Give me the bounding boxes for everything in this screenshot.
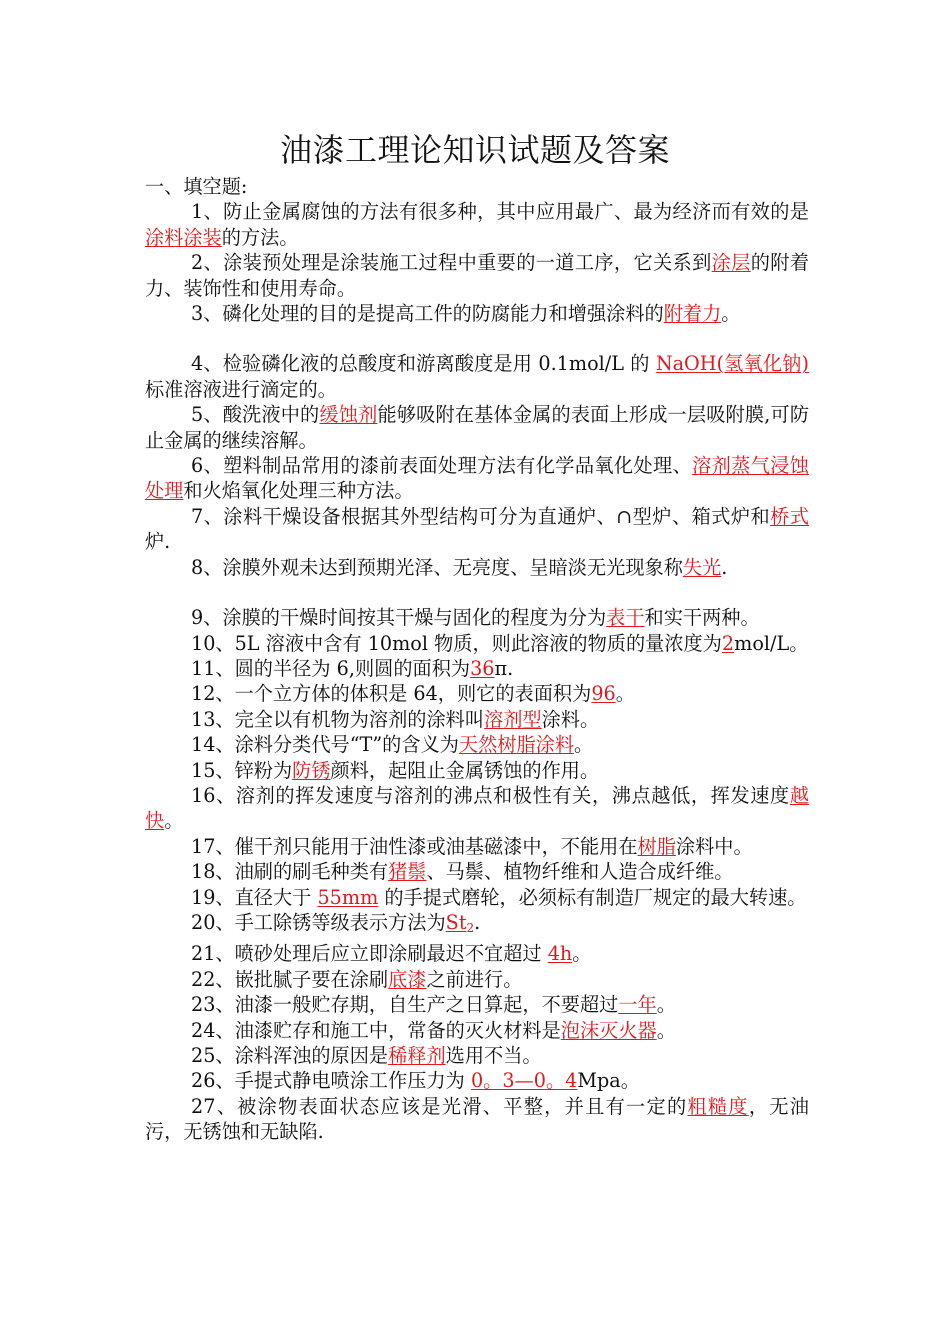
question-item [145, 631, 809, 656]
answer-text: 36 [470, 656, 495, 680]
question-text: . [721, 555, 728, 579]
question-text: 。 [721, 302, 741, 326]
question-text: 22、嵌批腻子要在涂刷 [191, 967, 389, 991]
question-list [145, 174, 809, 1145]
question-item [145, 1068, 809, 1093]
answer-text: NaOH(氢氧化钠) [655, 352, 809, 376]
answer-text: 粗糙度 [687, 1094, 749, 1118]
question-item [145, 1094, 809, 1145]
answer-text: 树脂 [637, 834, 676, 858]
question-text: 、马鬃、植物纤维和人造合成纤维。 [426, 860, 734, 884]
question-item [145, 351, 809, 402]
question-item [145, 301, 809, 326]
question-text: 21、喷砂处理后应立即涂刷最迟不宜超过 [191, 942, 548, 966]
answer-text: 猪鬃 [388, 860, 427, 884]
question-item [145, 1043, 809, 1068]
question-item [145, 758, 809, 783]
answer-text: 溶剂型 [484, 707, 542, 731]
question-text: 10、5L 溶液中含有 10mol 物质，则此溶液的物质的量浓度为 [191, 631, 722, 655]
answer-text: 涂料涂装 [145, 225, 222, 249]
question-text: 2、涂装预处理是涂装施工过程中重要的一道工序，它关系到 [191, 251, 712, 275]
question-text: 。 [656, 993, 676, 1017]
question-text: 能够吸附在基体金属的表面上形成一层吸附膜,可防止金属的继续溶解。 [145, 403, 810, 452]
question-item [145, 250, 809, 301]
answer-text: 缓蚀剂 [319, 403, 378, 427]
question-item [145, 941, 809, 966]
question-text: ，无油污，无锈蚀和无缺陷. [145, 1094, 809, 1144]
answer-text: 涂层 [711, 251, 751, 275]
question-text: 5、酸洗液中的 [191, 403, 320, 427]
question-text: . [474, 910, 481, 934]
question-item [145, 681, 809, 706]
question-text: 26、手提式静电喷涂工作压力为 [191, 1069, 471, 1093]
answer-text: 泡沫灭火器 [560, 1018, 657, 1042]
question-item [145, 453, 809, 504]
question-text: 12、一个立方体的体积是 64，则它的表面积为 [191, 682, 592, 706]
question-text: 11、圆的半径为 6,则圆的面积为 [191, 656, 471, 680]
question-text: 的附着力、装饰性和使用寿命。 [145, 251, 810, 300]
question-item [145, 199, 809, 250]
question-text: π. [494, 656, 514, 680]
answer-text: 4h [547, 942, 573, 966]
question-item [145, 783, 809, 834]
question-text: 13、完全以有机物为溶剂的涂料叫 [191, 707, 485, 731]
question-item [145, 656, 809, 681]
question-item [145, 910, 809, 941]
question-text: 7、涂料干燥设备根据其外型结构可分为直通炉、∩型炉、箱式炉和 [191, 504, 771, 528]
question-text: 19、直径大于 [191, 885, 318, 909]
question-text: 和实干两种。 [644, 606, 760, 630]
answer-text: 失光 [682, 555, 722, 579]
answer-main: St [445, 910, 467, 934]
question-text: 。 [615, 682, 635, 706]
answer-text: 55mm [317, 885, 379, 909]
question-item [145, 967, 809, 992]
question-item [145, 885, 809, 910]
answer-text: 一年 [618, 993, 657, 1017]
question-text: 选用不当。 [445, 1044, 542, 1067]
question-text: 涂料。 [541, 707, 600, 731]
question-text: 的手提式磨轮，必须标有制造厂规定的最大转速。 [378, 885, 807, 909]
question-text: 14、涂料分类代号“T”的含义为 [191, 733, 459, 757]
answer-text: 防锈 [292, 758, 331, 782]
answer-text: 0。3—0。4 [470, 1069, 578, 1093]
question-text: 6、塑料制品常用的漆前表面处理方法有化学品氧化处理、 [191, 454, 693, 478]
answer-text [446, 911, 475, 934]
question-text: 20、手工除锈等级表示方法为 [191, 910, 446, 934]
question-text: mol/L。 [734, 631, 809, 655]
answer-text: 2 [721, 631, 735, 655]
question-item [145, 992, 809, 1017]
answer-text: 稀释剂 [388, 1044, 446, 1067]
question-text: 17、催干剂只能用于油性漆或油基磁漆中，不能用在 [191, 834, 638, 858]
question-text: 16、溶剂的挥发速度与溶剂的沸点和极性有关，沸点越低，挥发速度 [191, 783, 790, 807]
answer-subscript: 2 [466, 920, 475, 935]
answer-text: 溶剂蒸气浸蚀处理 [145, 454, 809, 503]
question-item [145, 504, 809, 555]
question-text: 15、锌粉为 [191, 758, 293, 782]
answer-text: 桥式 [770, 504, 810, 528]
question-text: 1、防止金属腐蚀的方法有很多种，其中应用最广、最为经济而有效的是 [191, 200, 809, 224]
question-text: 涂料中。 [675, 834, 753, 858]
question-text: 8、涂膜外观未达到预期光泽、无亮度、呈暗淡无光现象称 [191, 555, 683, 579]
question-text: 。 [574, 733, 594, 757]
question-text: 3、磷化处理的目的是提高工件的防腐能力和增强涂料的 [191, 302, 664, 326]
question-text: 炉. [145, 530, 171, 554]
page-title: 油漆工理论知识试题及答案 [279, 131, 670, 169]
answer-text: 附着力 [663, 302, 722, 326]
question-item [145, 402, 809, 453]
question-text: 4、检验磷化液的总酸度和游离酸度是用 0.1mol/L 的 [191, 352, 656, 376]
answer-text: 天然树脂涂料 [458, 733, 575, 757]
question-item [145, 1018, 809, 1043]
question-text: 的方法。 [221, 225, 299, 249]
question-text: 之前进行。 [426, 967, 523, 991]
question-item [145, 859, 809, 884]
section-heading: 一、填空题: [145, 175, 248, 198]
question-text: 颜料，起阻止金属锈蚀的作用。 [330, 758, 600, 782]
question-text: 18、油刷的刷毛种类有 [191, 860, 389, 884]
question-text: Mpa。 [577, 1069, 640, 1093]
question-text: 。 [656, 1018, 676, 1042]
question-text: 标准溶液进行滴定的。 [145, 377, 337, 401]
answer-text: 底漆 [388, 967, 427, 991]
question-text: 和火焰氧化处理三种方法。 [183, 479, 414, 503]
question-text: 。 [572, 942, 592, 966]
question-text: 27、被涂物表面状态应该是光滑、平整，并且有一定的 [191, 1094, 688, 1118]
answer-text: 越快 [145, 783, 809, 833]
question-item [145, 834, 809, 859]
question-text: 23、油漆一般贮存期，自生产之日算起，不要超过 [191, 993, 619, 1017]
question-item [145, 555, 809, 580]
answer-text: 表干 [606, 606, 645, 630]
question-item [145, 707, 809, 732]
question-text: 9、涂膜的干燥时间按其干燥与固化的程度为分为 [191, 606, 607, 630]
question-text: 24、油漆贮存和施工中，常备的灭火材料是 [191, 1018, 561, 1042]
question-text: 。 [164, 809, 184, 833]
question-item [145, 732, 809, 757]
question-item [145, 605, 809, 630]
question-text: 25、涂料浑浊的原因是 [191, 1044, 389, 1067]
answer-text: 96 [591, 682, 616, 706]
